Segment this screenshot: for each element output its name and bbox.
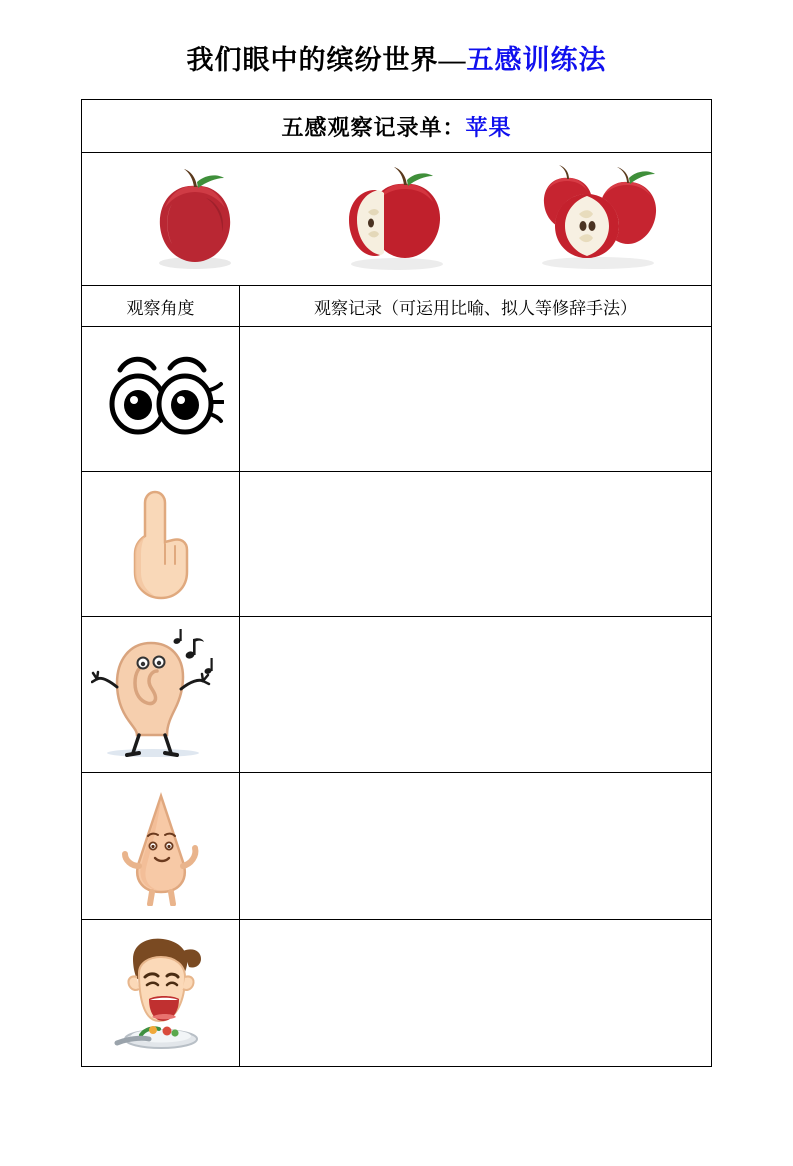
- column-header-angle: 观察角度: [82, 286, 240, 327]
- apple-group-photo: [497, 153, 699, 285]
- whole-red-apple-photo: [94, 153, 296, 285]
- sheet-subtitle-main: 五感观察记录单：: [281, 114, 466, 140]
- page-title: [0, 44, 793, 76]
- record-field-sight[interactable]: [240, 327, 712, 472]
- record-field-smell[interactable]: [240, 773, 712, 920]
- ear-with-music-icon: [82, 617, 240, 773]
- sheet-subtitle-accent: 苹果: [465, 114, 512, 140]
- apple-with-slice-photo: [296, 153, 498, 285]
- nose-icon: [82, 773, 240, 920]
- record-field-taste[interactable]: [240, 920, 712, 1067]
- column-header-record: 观察记录（可运用比喻、拟人等修辞手法）: [240, 286, 712, 327]
- page-title-main: 我们眼中的缤纷世界—: [186, 45, 467, 75]
- sheet-subtitle: [82, 100, 712, 153]
- worksheet-page: [0, 44, 793, 1166]
- observation-table: [81, 99, 712, 1067]
- hand-pointing-icon: [82, 472, 240, 617]
- table-row-photos: [82, 153, 712, 286]
- record-field-hearing[interactable]: [240, 617, 712, 773]
- table-row: [82, 920, 712, 1067]
- table-header-row: [82, 286, 712, 327]
- table-row: [82, 773, 712, 920]
- eyes-icon: [82, 327, 240, 472]
- table-row: [82, 472, 712, 617]
- table-row: [82, 327, 712, 472]
- page-title-accent: 五感训练法: [466, 45, 607, 75]
- child-eating-icon: [82, 920, 240, 1067]
- table-row-subtitle: [82, 100, 712, 153]
- table-row: [82, 617, 712, 773]
- record-field-touch[interactable]: [240, 472, 712, 617]
- photo-strip: [82, 153, 712, 286]
